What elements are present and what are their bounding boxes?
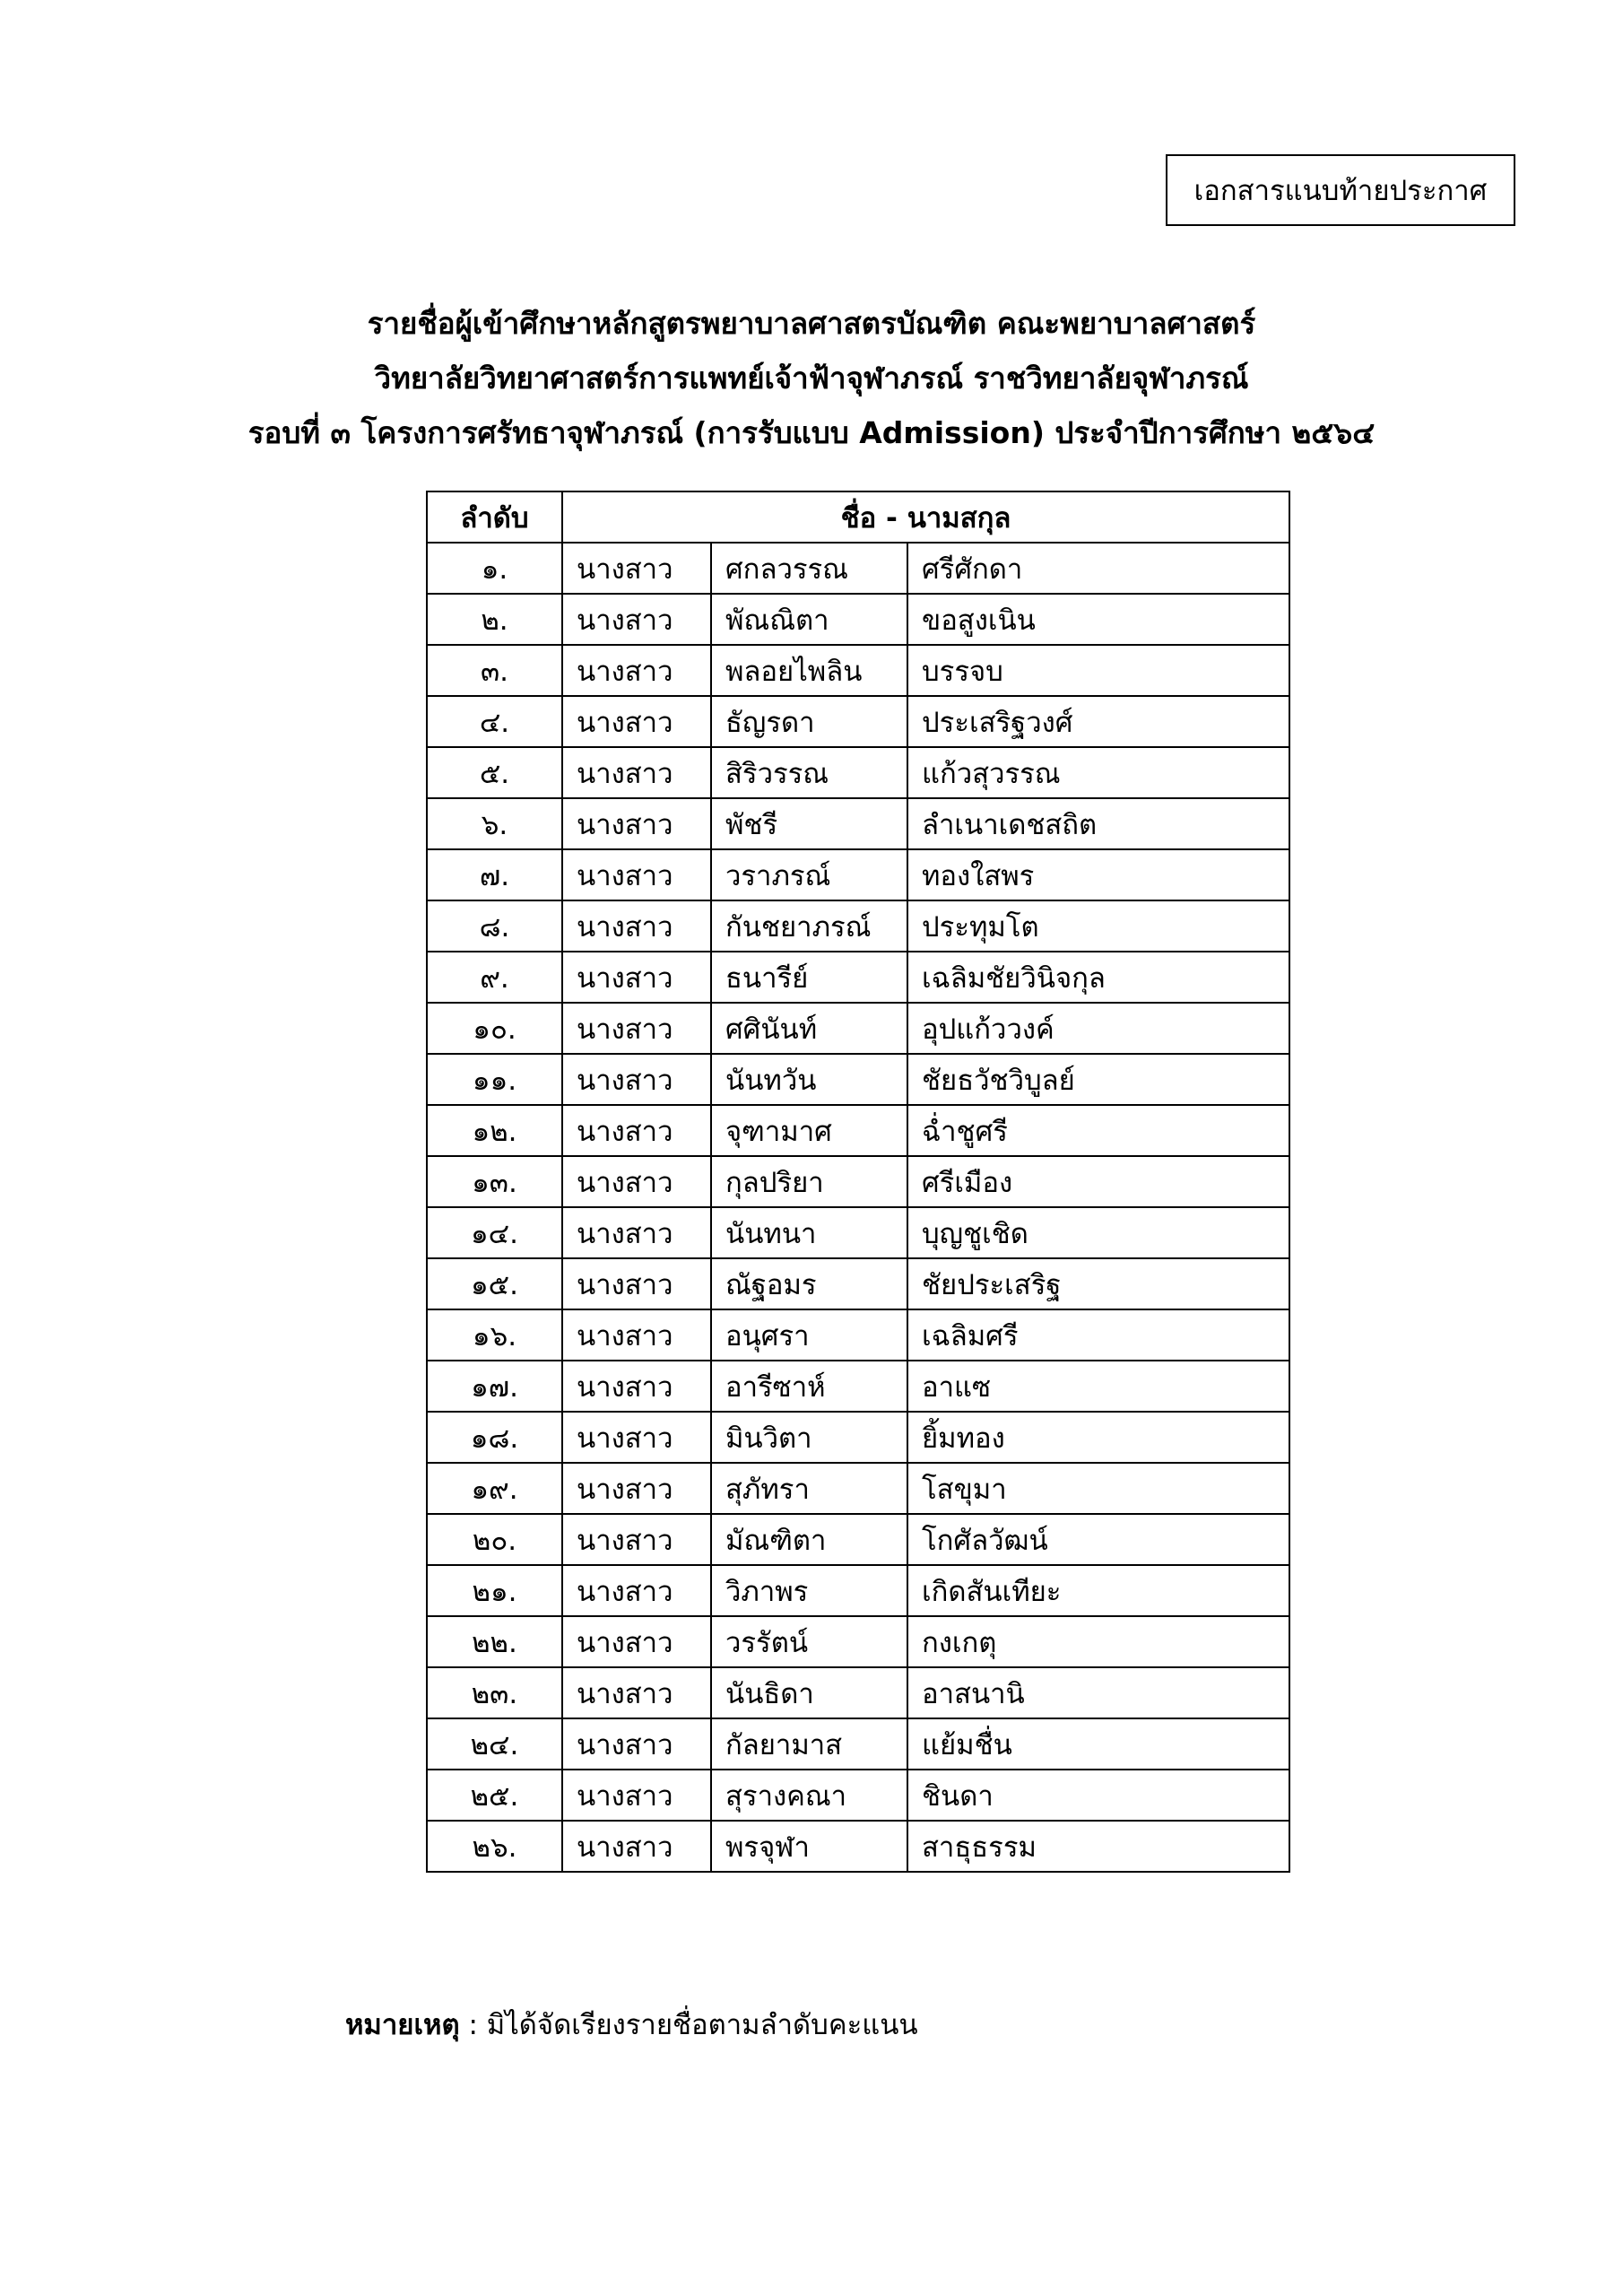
row-prefix: นางสาว: [562, 849, 711, 900]
row-last-name: อุปแก้ววงค์: [907, 1003, 1289, 1054]
table-row: [427, 594, 1289, 645]
row-first-name: กัลยามาส: [711, 1718, 907, 1770]
row-order: ๖.: [427, 798, 562, 849]
row-order: ๑๒.: [427, 1105, 562, 1156]
row-order: ๑๐.: [427, 1003, 562, 1054]
table-row: [427, 1156, 1289, 1207]
table-row: [427, 696, 1289, 747]
row-order: ๑๕.: [427, 1258, 562, 1309]
row-first-name: กุลปริยา: [711, 1156, 907, 1207]
table-row: [427, 952, 1289, 1003]
row-first-name: พลอยไพลิน: [711, 645, 907, 696]
footnote: [345, 2002, 918, 2047]
table-row: [427, 798, 1289, 849]
table-row: [427, 1821, 1289, 1872]
row-prefix: นางสาว: [562, 798, 711, 849]
row-first-name: ณัฐอมร: [711, 1258, 907, 1309]
row-last-name: ชินดา: [907, 1770, 1289, 1821]
row-order: ๒.: [427, 594, 562, 645]
row-prefix: นางสาว: [562, 952, 711, 1003]
table-row: [427, 1309, 1289, 1361]
row-last-name: บุญชูเชิด: [907, 1207, 1289, 1258]
row-last-name: ฉ่ำชูศรี: [907, 1105, 1289, 1156]
table-row: [427, 1463, 1289, 1514]
row-prefix: นางสาว: [562, 1054, 711, 1105]
table-row: [427, 543, 1289, 594]
row-first-name: ธัญรดา: [711, 696, 907, 747]
title-line-1: รายชื่อผู้เข้าศึกษาหลักสูตรพยาบาลศาสตรบัณฑิต คณะพยาบาลศาสตร์: [367, 306, 1256, 341]
row-order: ๑๘.: [427, 1412, 562, 1463]
row-prefix: นางสาว: [562, 1718, 711, 1770]
footnote-separator: :: [459, 2009, 487, 2041]
row-prefix: นางสาว: [562, 1770, 711, 1821]
title-line-2: วิทยาลัยวิทยาศาสตร์การแพทย์เจ้าฟ้าจุฬาภรณ์ ราชวิทยาลัยจุฬาภรณ์: [374, 361, 1249, 396]
row-last-name: ทองใสพร: [907, 849, 1289, 900]
row-prefix: นางสาว: [562, 1258, 711, 1309]
row-order: ๒๐.: [427, 1514, 562, 1565]
row-last-name: ชัยธวัชวิบูลย์: [907, 1054, 1289, 1105]
row-prefix: นางสาว: [562, 696, 711, 747]
row-last-name: เฉลิมชัยวินิจกุล: [907, 952, 1289, 1003]
row-prefix: นางสาว: [562, 1565, 711, 1616]
row-prefix: นางสาว: [562, 1667, 711, 1718]
row-prefix: นางสาว: [562, 543, 711, 594]
row-order: ๑๗.: [427, 1361, 562, 1412]
row-last-name: แย้มชื่น: [907, 1718, 1289, 1770]
row-first-name: ธนารีย์: [711, 952, 907, 1003]
row-last-name: อาแซ: [907, 1361, 1289, 1412]
row-order: ๒๓.: [427, 1667, 562, 1718]
table-row: [427, 1412, 1289, 1463]
table-row: [427, 1616, 1289, 1667]
row-order: ๑.: [427, 543, 562, 594]
row-order: ๒๖.: [427, 1821, 562, 1872]
table-row: [427, 900, 1289, 952]
footnote-text: มิได้จัดเรียงรายชื่อตามลำดับคะแนน: [486, 2009, 918, 2041]
row-prefix: นางสาว: [562, 900, 711, 952]
row-order: ๑๖.: [427, 1309, 562, 1361]
row-first-name: จุฑามาศ: [711, 1105, 907, 1156]
row-order: ๒๑.: [427, 1565, 562, 1616]
row-prefix: นางสาว: [562, 1361, 711, 1412]
table-row: [427, 849, 1289, 900]
row-last-name: ศรีศักดา: [907, 543, 1289, 594]
table-row: [427, 1565, 1289, 1616]
table-row: [427, 1003, 1289, 1054]
table-row: [427, 1054, 1289, 1105]
row-first-name: พัณณิตา: [711, 594, 907, 645]
row-first-name: สุรางคณา: [711, 1770, 907, 1821]
row-first-name: นันทนา: [711, 1207, 907, 1258]
row-order: ๑๔.: [427, 1207, 562, 1258]
row-order: ๘.: [427, 900, 562, 952]
row-order: ๒๒.: [427, 1616, 562, 1667]
table-row: [427, 1514, 1289, 1565]
table-row: [427, 1361, 1289, 1412]
row-order: ๓.: [427, 645, 562, 696]
row-last-name: บรรจบ: [907, 645, 1289, 696]
row-first-name: วิภาพร: [711, 1565, 907, 1616]
document-title: [0, 296, 1623, 460]
row-order: ๕.: [427, 747, 562, 798]
row-prefix: นางสาว: [562, 1207, 711, 1258]
row-prefix: นางสาว: [562, 1514, 711, 1565]
row-order: ๗.: [427, 849, 562, 900]
row-prefix: นางสาว: [562, 1412, 711, 1463]
row-order: ๔.: [427, 696, 562, 747]
row-first-name: พัชรี: [711, 798, 907, 849]
row-order: ๑๑.: [427, 1054, 562, 1105]
table-row: [427, 1667, 1289, 1718]
table-row: [427, 645, 1289, 696]
row-first-name: สิริวรรณ: [711, 747, 907, 798]
row-order: ๒๕.: [427, 1770, 562, 1821]
row-first-name: อารีซาห์: [711, 1361, 907, 1412]
row-first-name: วรรัตน์: [711, 1616, 907, 1667]
row-last-name: เฉลิมศรี: [907, 1309, 1289, 1361]
table-row: [427, 1105, 1289, 1156]
row-prefix: นางสาว: [562, 747, 711, 798]
annex-label: เอกสารแนบท้ายประกาศ: [1193, 175, 1488, 207]
row-first-name: วราภรณ์: [711, 849, 907, 900]
row-last-name: โกศัลวัฒน์: [907, 1514, 1289, 1565]
table-row: [427, 1207, 1289, 1258]
row-prefix: นางสาว: [562, 1616, 711, 1667]
row-order: ๑๓.: [427, 1156, 562, 1207]
row-first-name: นันธิดา: [711, 1667, 907, 1718]
row-prefix: นางสาว: [562, 1003, 711, 1054]
row-last-name: ชัยประเสริฐ: [907, 1258, 1289, 1309]
title-line-3: รอบที่ ๓ โครงการศรัทธาจุฬาภรณ์ (การรับแบบ Admission) ประจำปีการศึกษา ๒๕๖๔: [247, 415, 1376, 450]
header-order: ลำดับ: [427, 491, 562, 543]
row-first-name: กันชยาภรณ์: [711, 900, 907, 952]
row-prefix: นางสาว: [562, 594, 711, 645]
row-last-name: ศรีเมือง: [907, 1156, 1289, 1207]
row-last-name: ประทุมโต: [907, 900, 1289, 952]
row-first-name: สุภัทรา: [711, 1463, 907, 1514]
row-last-name: ประเสริฐวงศ์: [907, 696, 1289, 747]
annex-label-box: [1166, 154, 1515, 226]
table-row: [427, 1258, 1289, 1309]
table-row: [427, 1718, 1289, 1770]
row-prefix: นางสาว: [562, 1309, 711, 1361]
row-first-name: ศศินันท์: [711, 1003, 907, 1054]
row-first-name: ศกลวรรณ: [711, 543, 907, 594]
header-full-name: ชื่อ - นามสกุล: [562, 491, 1289, 543]
row-order: ๑๙.: [427, 1463, 562, 1514]
row-prefix: นางสาว: [562, 1821, 711, 1872]
table-row: [427, 1770, 1289, 1821]
row-first-name: พรจุฬา: [711, 1821, 907, 1872]
row-first-name: อนุศรา: [711, 1309, 907, 1361]
student-list-table: [426, 491, 1290, 1873]
row-prefix: นางสาว: [562, 1156, 711, 1207]
row-last-name: โสขุมา: [907, 1463, 1289, 1514]
row-first-name: มินวิตา: [711, 1412, 907, 1463]
row-prefix: นางสาว: [562, 1463, 711, 1514]
table-body: [427, 543, 1289, 1872]
row-last-name: เกิดสันเทียะ: [907, 1565, 1289, 1616]
table-header-row: [427, 491, 1289, 543]
row-last-name: อาสนานิ: [907, 1667, 1289, 1718]
row-first-name: นันทวัน: [711, 1054, 907, 1105]
row-last-name: ลำเนาเดชสถิต: [907, 798, 1289, 849]
row-last-name: กงเกตุ: [907, 1616, 1289, 1667]
footnote-label: หมายเหตุ: [345, 2009, 460, 2041]
row-last-name: ยิ้มทอง: [907, 1412, 1289, 1463]
row-first-name: มัณฑิตา: [711, 1514, 907, 1565]
row-last-name: ขอสูงเนิน: [907, 594, 1289, 645]
row-prefix: นางสาว: [562, 645, 711, 696]
row-order: ๒๔.: [427, 1718, 562, 1770]
table-row: [427, 747, 1289, 798]
row-prefix: นางสาว: [562, 1105, 711, 1156]
row-order: ๙.: [427, 952, 562, 1003]
row-last-name: สาธุธรรม: [907, 1821, 1289, 1872]
row-last-name: แก้วสุวรรณ: [907, 747, 1289, 798]
